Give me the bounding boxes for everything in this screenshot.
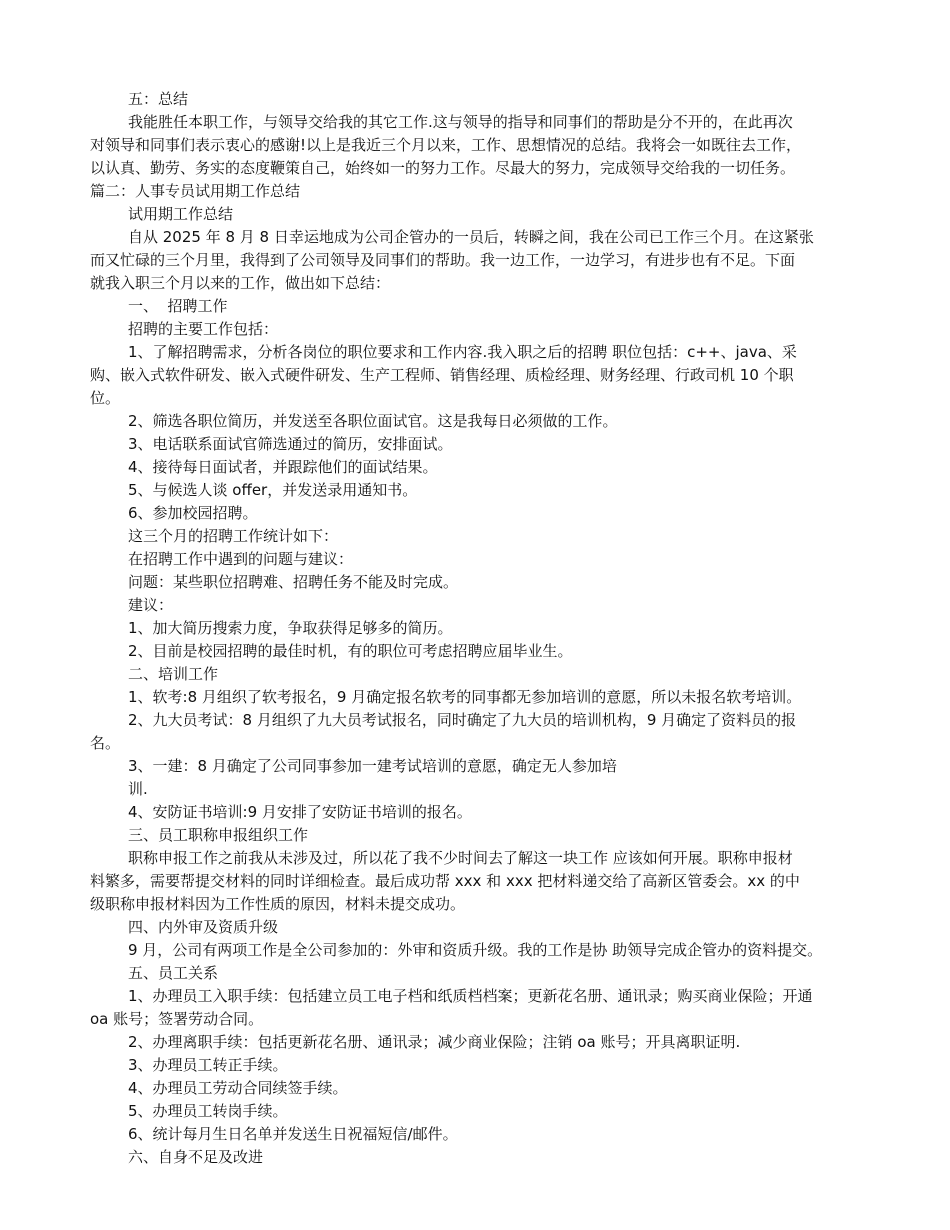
paragraph-line: 以认真、勤劳、务实的态度鞭策自己，始终如一的努力工作。尽最大的努力，完成领导交给我的一切任务。: [90, 159, 796, 177]
list-item: 2、筛选各职位简历，并发送至各职位面试官。这是我每日必须做的工作。: [128, 412, 618, 430]
paragraph-line: 而又忙碌的三个月里，我得到了公司领导及同事们的帮助。我一边工作，一边学习，有进步也有不足。下面: [90, 251, 796, 269]
list-item: 3、一建：8 月确定了公司同事参加一建考试培训的意愿，确定无人参加培: [128, 757, 617, 775]
list-item-continuation: oa 账号；签署劳动合同。: [90, 1010, 264, 1028]
paragraph-line: 这三个月的招聘工作统计如下：: [128, 527, 339, 545]
paragraph-line: 9 月，公司有两项工作是全公司参加的：外审和资质升级。我的工作是协 助领导完成企管办的资料提交。: [128, 941, 823, 959]
paragraph-line: 对领导和同事们表示衷心的感谢!以上是我近三个月以来，工作、思想情况的总结。我将会一如既往去工作，: [90, 136, 802, 154]
list-item: 6、统计每月生日名单并发送生日祝福短信/邮件。: [128, 1125, 458, 1143]
paragraph-line: 招聘的主要工作包括：: [128, 320, 279, 338]
list-item: 5、与候选人谈 offer，并发送录用通知书。: [128, 481, 418, 499]
list-item: 5、办理员工转岗手续。: [128, 1102, 288, 1120]
section-heading: 二、培训工作: [128, 665, 219, 683]
section-heading: 六、自身不足及改进: [128, 1148, 264, 1166]
list-item: 1、加大简历搜索力度，争取获得足够多的简历。: [128, 619, 453, 637]
list-item: 6、参加校园招聘。: [128, 504, 258, 522]
section-heading: 三、员工职称申报组织工作: [128, 826, 309, 844]
list-item-continuation: 训.: [128, 780, 148, 798]
paragraph-line: 职称申报工作之前我从未涉及过，所以花了我不少时间去了解这一块工作 应该如何开展。职称申报材: [128, 849, 793, 867]
chapter-heading: 篇二：人事专员试用期工作总结: [90, 182, 301, 200]
section-heading: 四、内外审及资质升级: [128, 918, 279, 936]
paragraph-line: 就我入职三个月以来的工作，做出如下总结：: [90, 274, 391, 292]
section-heading: 五：总结: [128, 90, 189, 108]
list-item: 3、办理员工转正手续。: [128, 1056, 288, 1074]
list-item: 1、办理员工入职手续：包括建立员工电子档和纸质档档案；更新花名册、通讯录；购买商业保险；开通: [128, 987, 813, 1005]
section-heading: 五、员工关系: [128, 964, 219, 982]
list-item-continuation: 名。: [90, 734, 121, 752]
list-item: 2、办理离职手续：包括更新花名册、通讯录；减少商业保险；注销 oa 账号；开具离职证明.: [128, 1033, 741, 1051]
list-item: 1、软考:8 月组织了软考报名，9 月确定报名软考的同事都无参加培训的意愿，所以未报名软考培训。: [128, 688, 802, 706]
paragraph-line: 我能胜任本职工作，与领导交给我的其它工作.这与领导的指导和同事们的帮助是分不开的，在此再次: [128, 113, 793, 131]
list-item: 2、九大员考试：8 月组织了九大员考试报名，同时确定了九大员的培训机构，9 月确定了资料员的报: [128, 711, 797, 729]
list-item: 4、办理员工劳动合同续签手续。: [128, 1079, 348, 1097]
list-item-continuation: 购、嵌入式软件研发、嵌入式硬件研发、生产工程师、销售经理、质检经理、财务经理、行政司机 10 个职: [90, 366, 794, 384]
list-item-continuation: 位。: [90, 389, 121, 407]
paragraph-line: 料繁多，需要帮提交材料的同时详细检查。最后成功帮 xxx 和 xxx 把材料递交给了高新区管委会。xx 的中: [90, 872, 800, 890]
section-heading: 一、 招聘工作: [128, 297, 228, 315]
paragraph-line: 问题：某些职位招聘难、招聘任务不能及时完成。: [128, 573, 459, 591]
paragraph-line: 在招聘工作中遇到的问题与建议：: [128, 550, 354, 568]
list-item: 2、目前是校园招聘的最佳时机，有的职位可考虑招聘应届毕业生。: [128, 642, 573, 660]
paragraph-line: 级职称申报材料因为工作性质的原因，材料未提交成功。: [90, 895, 466, 913]
paragraph-line: 建议：: [128, 596, 174, 614]
list-item: 3、电话联系面试官筛选通过的简历，安排面试。: [128, 435, 453, 453]
paragraph-line: 自从 2025 年 8 月 8 日幸运地成为公司企管办的一员后，转瞬之间，我在公司已工作三个月。在这紧张: [128, 228, 814, 246]
list-item: 4、安防证书培训:9 月安排了安防证书培训的报名。: [128, 803, 472, 821]
list-item: 1、了解招聘需求，分析各岗位的职位要求和工作内容.我入职之后的招聘 职位包括：c++、java、采: [128, 343, 797, 361]
document-title: 试用期工作总结: [128, 205, 234, 223]
list-item: 4、接待每日面试者，并跟踪他们的面试结果。: [128, 458, 438, 476]
